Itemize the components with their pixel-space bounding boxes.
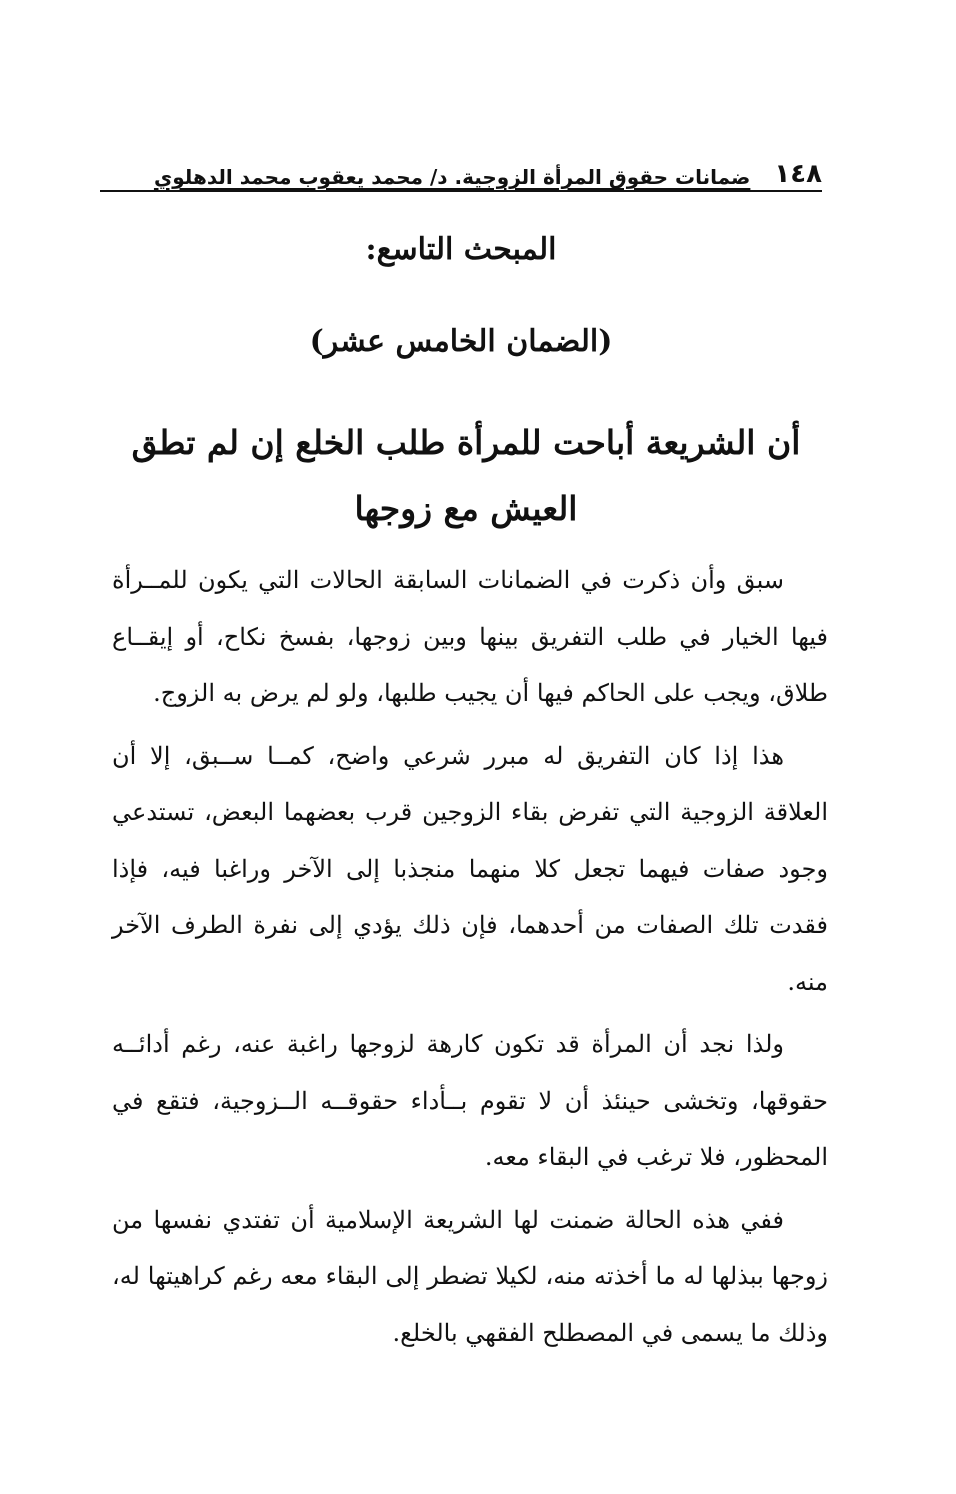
book-title: ضمانات حقوق المرأة الزوجية. د/ محمد يعقوب محمد الدهلوي (153, 165, 751, 189)
paragraph-2: هذا إذا كان التفريق له مبرر شرعي واضح، كمــا ســبق، إلا أن العلاقة الزوجية التي تفرض بقاء الزوجين قرب بعضهما البعض، تستدعي وجود صفات فيهما تجعل كلا منهما منجذبا إلى الآخر وراغبا فيه، فإذا فقدت تلك الصفات من أحدهما، فإن ذلك يؤدي إلى نفرة الطرف الآخر منه. (112, 741, 829, 996)
page-number: ١٤٨ (774, 159, 822, 189)
running-header (100, 150, 822, 192)
section-label: (الضمان الخامس عشر) (309, 324, 613, 359)
body-text (112, 552, 828, 1361)
paragraph-3: ولذا نجد أن المرأة قد تكون كارهة لزوجها راغبة عنه، رغم أدائــه حقوقها، وتخشى حينئذ أن لا تقوم بــأداء حقوقــه الــزوجية، فتقع في المحظور، فلا ترغب في البقاء معه. (112, 1030, 828, 1171)
paragraph-4: ففي هذه الحالة ضمنت لها الشريعة الإسلامية أن تفتدي نفسها من زوجها ببذلها له ما أخذته منه، لكيلا تضطر إلى البقاء معه رغم كراهيتها له، وذلك ما يسمى في المصطلح الفقهي بالخلع. (112, 1205, 828, 1347)
chapter-label: المبحث التاسع: (365, 232, 557, 267)
paragraph-1: سبق وأن ذكرت في الضمانات السابقة الحالات التي يكون للمــرأة فيها الخيار في طلب التفريق بينها وبين زوجها، بفسخ نكاح، أو إيقــاع طلاق، ويجب على الحاكم فيها أن يجيب طلبها، ولو لم يرض به الزوج. (112, 566, 828, 707)
main-heading: أن الشريعة أباحت للمرأة طلب الخلع إن لم تطق العيش مع زوجها (131, 423, 801, 528)
